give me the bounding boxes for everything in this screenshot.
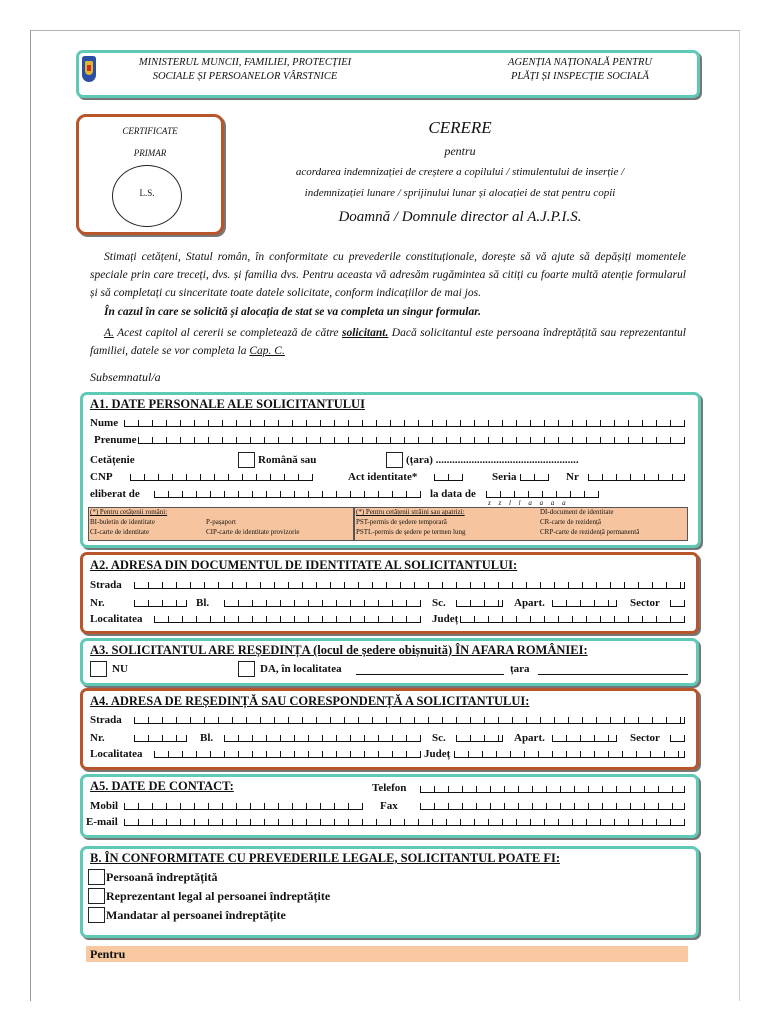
a2-strada-field[interactable] xyxy=(134,582,685,589)
ministry-line-2: SOCIALE ȘI PERSOANELOR VÂRSTNICE xyxy=(152,71,338,82)
a4-judet-field[interactable] xyxy=(454,751,685,758)
fax-label: Fax xyxy=(380,800,398,812)
section-a4-title: A4. ADRESA DE REȘEDINȚĂ SAU CORESPONDENȚĂ A SOLICITANTULUI: xyxy=(90,694,530,708)
agency-line-1: AGENȚIA NAȚIONALĂ PENTRU xyxy=(508,57,652,68)
note-str-title: (*) Pentru cetățenii străini sau apatrizi: xyxy=(356,508,465,516)
seal-label: L.S. xyxy=(139,188,155,198)
a2-apart-field[interactable] xyxy=(552,600,617,607)
section-a-text-1: Acest capitol al cererii se completează de către xyxy=(113,327,342,339)
a4-strada-field[interactable] xyxy=(134,717,685,724)
ministry-name xyxy=(105,56,385,84)
note-ro-p: P-pașaport xyxy=(206,518,236,526)
a4-nr-label: Nr. xyxy=(90,732,105,744)
fax-field[interactable] xyxy=(420,803,685,810)
note-str-crp: CRP-carte de rezidență permanentă xyxy=(540,528,640,536)
section-a5-title: A5. DATE DE CONTACT: xyxy=(90,779,234,793)
a4-localitatea-label: Localitatea xyxy=(90,748,143,760)
seria-field[interactable] xyxy=(520,474,549,481)
a2-bl-field[interactable] xyxy=(224,600,421,607)
intro-bold-line: În cazul în care se solicită și alocația de stat se va completa un singur formular. xyxy=(104,306,481,318)
email-label: E-mail xyxy=(86,816,118,828)
section-a1-title: A1. DATE PERSONALE ALE SOLICITANTULUI xyxy=(90,397,365,411)
nume-label: Nume xyxy=(90,417,119,429)
a2-localitatea-field[interactable] xyxy=(154,616,421,623)
act-identitate-field[interactable] xyxy=(434,474,463,481)
nume-field[interactable] xyxy=(124,420,685,427)
cetatenie-label: Cetățenie xyxy=(90,454,135,466)
nr-act-field[interactable] xyxy=(588,474,685,481)
a4-apart-label: Apart. xyxy=(514,732,545,744)
stamp-line-1: CERTIFICATE xyxy=(122,126,178,136)
eliberat-field[interactable] xyxy=(154,491,421,498)
a4-judet-label: Județ xyxy=(424,748,451,760)
intro-paragraph: Stimați cetățeni, Statul român, în conformitate cu prevederile constituționale, dorește să vă ajute să depășiți momentele speciale prin care treceți, dvs. și familia dvs. Pentru aceasta vă adresăm rugămintea să citiți cu foarte multă atenție formularul și să completați cu sinceritate toate datele solicitate, conform indicațiilor de mai jos. xyxy=(90,251,686,299)
eliberat-label: eliberat de xyxy=(90,488,140,500)
a2-sc-label: Sc. xyxy=(432,597,446,609)
la-data-label: la data de xyxy=(430,488,476,500)
a2-bl-label: Bl. xyxy=(196,597,210,609)
persoana-indreptatita-checkbox[interactable] xyxy=(88,869,105,885)
section-a-intro xyxy=(90,324,686,360)
alta-tara-checkbox[interactable] xyxy=(386,452,403,468)
section-a2-title: A2. ADRESA DIN DOCUMENTUL DE IDENTITATE AL SOLICITANTULUI: xyxy=(90,558,518,572)
section-a-solicitant: solicitant. xyxy=(342,327,389,339)
a4-localitatea-field[interactable] xyxy=(154,751,421,758)
note-ro-bi: BI-buletin de identitate xyxy=(90,518,155,526)
section-a-label: A. xyxy=(104,327,114,339)
date-format-hint: z z l l a a a a xyxy=(488,499,569,507)
note-str-cr: CR-carte de rezidență xyxy=(540,518,602,526)
a2-localitatea-label: Localitatea xyxy=(90,613,143,625)
pentru-bar xyxy=(86,946,688,962)
subsemnatul-label: Subsemnatul/a xyxy=(90,370,161,384)
a2-nr-label: Nr. xyxy=(90,597,105,609)
title-line-1: acordarea indemnizației de creștere a copilului / stimulentului de inserție / xyxy=(295,166,625,178)
a4-strada-label: Strada xyxy=(90,714,122,726)
a3-tara-field[interactable] xyxy=(538,674,688,675)
pentru-label: Pentru xyxy=(90,947,126,961)
a3-da-label: DA, în localitatea xyxy=(260,663,342,675)
a4-bl-label: Bl. xyxy=(200,732,214,744)
ministry-line-1: MINISTERUL MUNCII, FAMILIEI, PROTECȚIEI xyxy=(138,57,352,68)
section-a-text-2: Dacă solicitantul este persoana îndreptățită sau reprezentantul familiei, datele se vor completa la xyxy=(90,327,686,357)
cnp-field[interactable] xyxy=(130,474,313,481)
title-pentru: pentru xyxy=(444,144,476,158)
a3-tara-label: țara xyxy=(510,663,530,675)
a4-bl-field[interactable] xyxy=(224,735,421,742)
a2-sc-field[interactable] xyxy=(456,600,503,607)
form-title: CERERE xyxy=(428,118,492,137)
agency-line-2: PLĂȚI ȘI INSPECȚIE SOCIALĂ xyxy=(511,71,649,82)
telefon-field[interactable] xyxy=(420,786,685,793)
telefon-label: Telefon xyxy=(372,782,407,794)
prenume-field[interactable] xyxy=(138,437,685,444)
a2-sector-field[interactable] xyxy=(670,600,685,607)
act-identitate-label: Act identitate* xyxy=(348,471,418,483)
a2-nr-field[interactable] xyxy=(134,600,187,607)
data-eliberare-field[interactable] xyxy=(486,491,599,498)
prenume-label: Prenume xyxy=(94,434,137,446)
section-a-cap-c: Cap. C. xyxy=(249,345,285,357)
note-str-di: DI-document de identitate xyxy=(540,508,614,516)
a2-sector-label: Sector xyxy=(630,597,660,609)
note-ro-ci: CI-carte de identitate xyxy=(90,528,150,536)
a3-nu-checkbox[interactable] xyxy=(90,661,107,677)
mobil-label: Mobil xyxy=(90,800,119,812)
a4-apart-field[interactable] xyxy=(552,735,617,742)
note-ro-cip: CIP-carte de identitate provizorie xyxy=(206,528,300,536)
a2-strada-label: Strada xyxy=(90,579,122,591)
cnp-label: CNP xyxy=(90,471,113,483)
note-str-pstl: PSTL-permis de ședere pe termen lung xyxy=(356,528,466,536)
a3-localitatea-field[interactable] xyxy=(356,674,504,675)
mandatar-label: Mandatar al persoanei îndreptățite xyxy=(106,908,286,922)
romana-checkbox[interactable] xyxy=(238,452,255,468)
tara-label: (țara) .................................................... xyxy=(406,454,579,466)
a3-da-checkbox[interactable] xyxy=(238,661,255,677)
section-a3-title: A3. SOLICITANTUL ARE REȘEDINȚA (locul de ședere obișnuită) ÎN AFARA ROMÂNIEI: xyxy=(90,643,588,657)
title-address: Doamnă / Domnule director al A.J.P.I.S. xyxy=(338,209,582,225)
nr-label: Nr xyxy=(566,471,579,483)
a4-nr-field[interactable] xyxy=(134,735,187,742)
note-ro-title: (*) Pentru cetățenii români: xyxy=(90,508,168,516)
persoana-indreptatita-label: Persoană îndreptățită xyxy=(106,870,218,884)
mobil-field[interactable] xyxy=(124,803,363,810)
a4-sector-label: Sector xyxy=(630,732,660,744)
agency-name xyxy=(470,56,690,84)
email-field[interactable] xyxy=(124,819,685,826)
a2-apart-label: Apart. xyxy=(514,597,545,609)
a2-judet-label: Județ xyxy=(432,613,459,625)
a4-sc-label: Sc. xyxy=(432,732,446,744)
reprezentant-legal-checkbox[interactable] xyxy=(88,888,105,904)
a3-nu-label: NU xyxy=(112,663,128,675)
note-str-pst: PST-permis de ședere temporară xyxy=(356,518,447,526)
mandatar-checkbox[interactable] xyxy=(88,907,105,923)
coat-of-arms-icon xyxy=(82,56,96,82)
title-line-2: indemnizației lunare / sprijinului lunar și alocației de stat pentru copii xyxy=(304,187,616,199)
stamp-line-2: PRIMAR xyxy=(133,148,167,158)
seria-label: Seria xyxy=(492,471,517,483)
a4-sc-field[interactable] xyxy=(456,735,503,742)
reprezentant-legal-label: Reprezentant legal al persoanei îndreptățite xyxy=(106,889,331,903)
a2-judet-field[interactable] xyxy=(460,616,685,623)
a4-sector-field[interactable] xyxy=(670,735,685,742)
romana-label: Română sau xyxy=(258,454,317,466)
section-b-title: B. ÎN CONFORMITATE CU PREVEDERILE LEGALE, SOLICITANTUL POATE FI: xyxy=(90,851,560,865)
